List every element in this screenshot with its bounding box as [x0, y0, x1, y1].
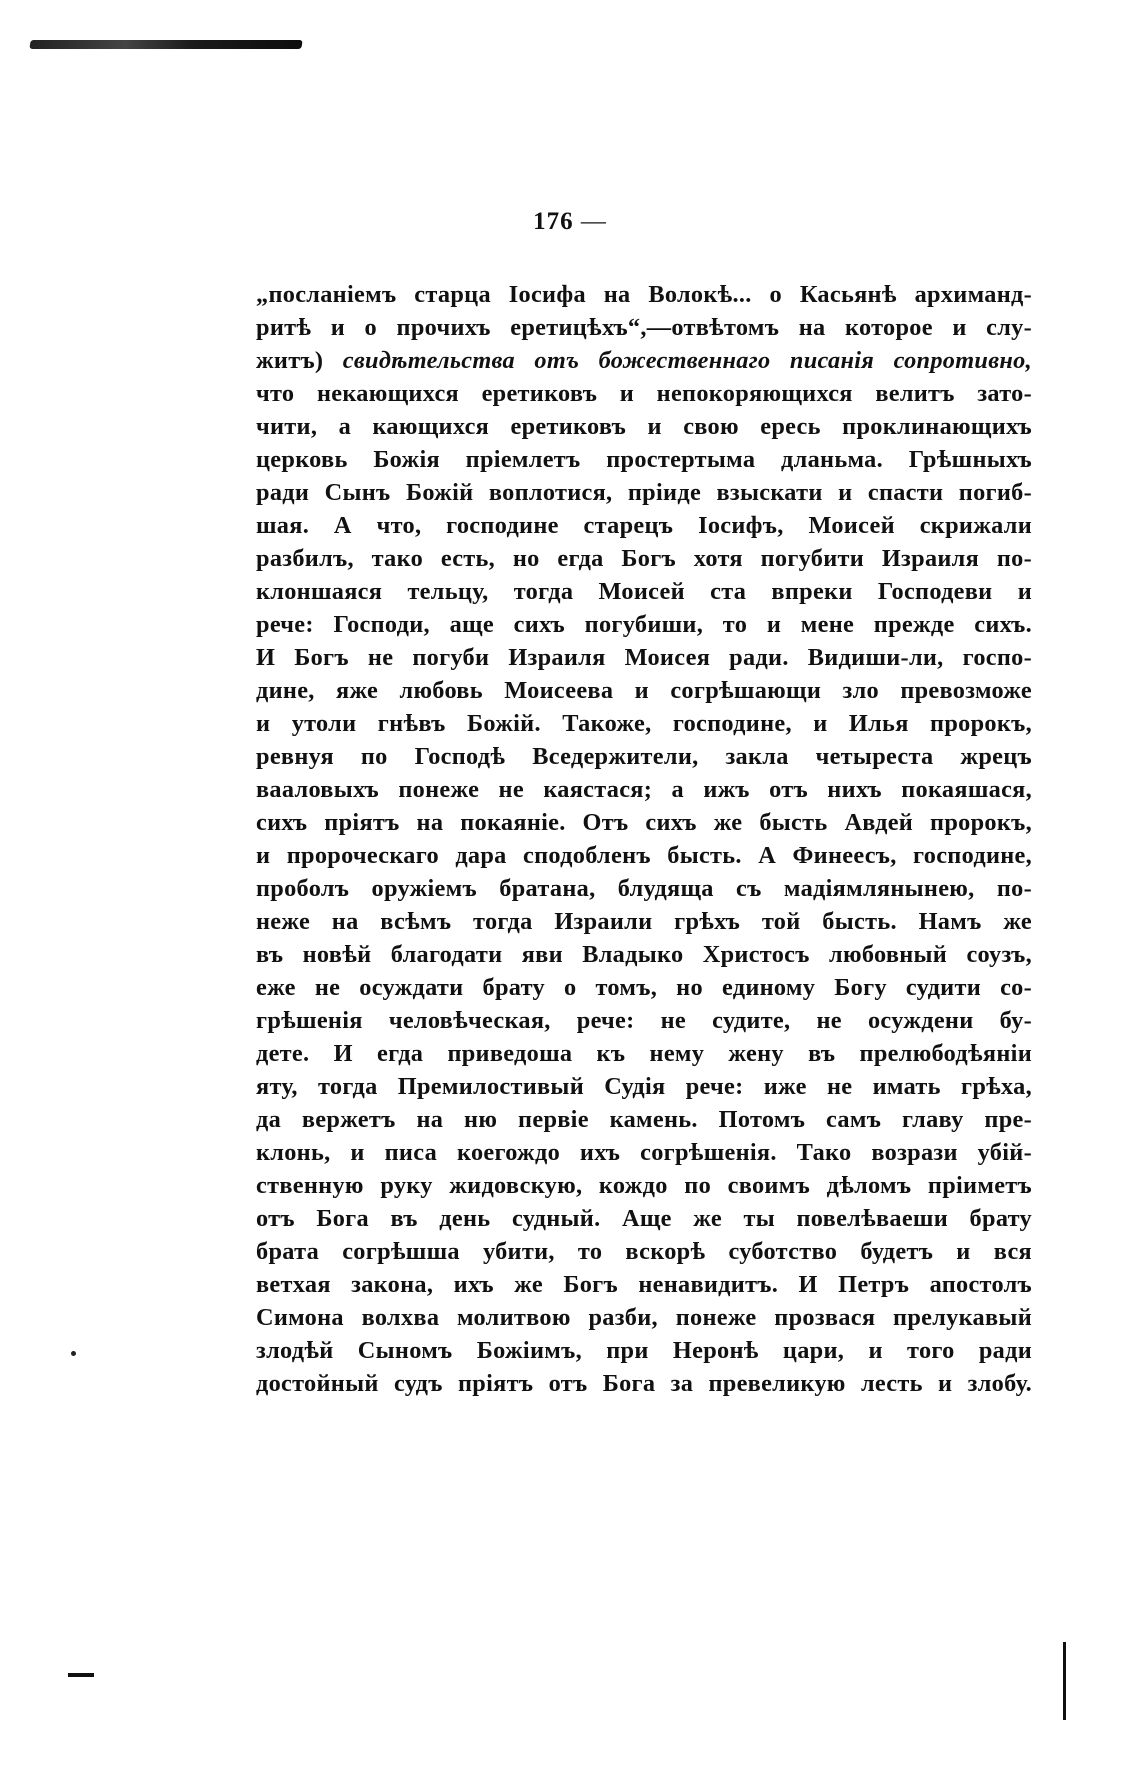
text-line: ственную руку жидовскую, кождо по своимъ дѣломъ пріиметъ — [256, 1172, 1032, 1199]
text-line: брата согрѣшша убити, то вскорѣ суботство будетъ и вся — [256, 1238, 1032, 1265]
text-line: ради Сынъ Божій воплотися, пріиде взыскати и спасти погиб- — [256, 479, 1032, 506]
text-line: рече: Господи, аще сихъ погубиши, то и мене прежде сихъ. — [256, 611, 1032, 638]
text-line: еже не осуждати брату о томъ, но единому Богу судити со- — [256, 974, 1032, 1001]
text-line: дете. И егда приведоша къ нему жену въ прелюбодѣяніи — [256, 1040, 1032, 1067]
text-line: ревнуя по Господѣ Вседержители, закла четыреста жрецъ — [256, 743, 1032, 770]
scan-artifact-right — [1063, 1642, 1066, 1720]
text-line-italic — [256, 344, 1032, 377]
text-line: грѣшенія человѣческая, рече: не судите, не осуждени бу- — [256, 1007, 1032, 1034]
text-line: яту, тогда Премилостивый Судія рече: иже не имать грѣха, — [256, 1073, 1032, 1100]
page-header — [0, 208, 1140, 236]
text-line-start: житъ) — [256, 347, 343, 374]
text-line: шая. А что, господине старецъ Іосифъ, Моисей скрижали — [256, 512, 1032, 539]
text-line: да вержетъ на ню первіе камень. Потомъ самъ главу пре- — [256, 1106, 1032, 1133]
text-line: И Богъ не погуби Израиля Моисея ради. Видиши-ли, госпо- — [256, 644, 1032, 671]
text-line: неже на всѣмъ тогда Израили грѣхъ той бысть. Намъ же — [256, 908, 1032, 935]
text-line: вааловыхъ понеже не каястася; а ижъ отъ нихъ покаяшася, — [256, 776, 1032, 803]
text-line-last: достойный судъ пріятъ отъ Бога за превеликую лесть и злобу. — [256, 1370, 1032, 1397]
text-line: отъ Бога въ день судный. Аще же ты повелѣваеши брату — [256, 1205, 1032, 1232]
scan-artifact-top — [29, 40, 302, 49]
text-line: и утоли гнѣвъ Божій. Такоже, господине, и Илья пророкъ, — [256, 710, 1032, 737]
text-line: чити, а кающихся еретиковъ и свою ересь проклинающихъ — [256, 413, 1032, 440]
scan-artifact-dot — [71, 1351, 76, 1356]
text-line: и пророческаго дара сподобленъ бысть. А Финеесъ, господине, — [256, 842, 1032, 869]
scan-artifact-bottom — [68, 1673, 94, 1677]
text-line: разбилъ, тако есть, но егда Богъ хотя погубити Израиля по- — [256, 545, 1032, 572]
text-line: злодѣй Сыномъ Божіимъ, при Неронѣ цари, и того ради — [256, 1337, 1032, 1364]
text-line: дине, яже любовь Моисеева и согрѣшающи зло превозможе — [256, 677, 1032, 704]
text-line: Симона волхва молитвою разби, понеже прозвася прелукавый — [256, 1304, 1032, 1331]
text-line: проболъ оружіемъ братана, блудяща съ мадіямлянынею, по- — [256, 875, 1032, 902]
text-line: ветхая закона, ихъ же Богъ ненавидитъ. И Петръ апостолъ — [256, 1271, 1032, 1298]
italic-phrase: свидѣтельства отъ божественнаго писанія сопротивно, — [342, 347, 1033, 374]
text-line: клонь, и писа коегождо ихъ согрѣшенія. Тако возрази убій- — [256, 1139, 1032, 1166]
text-line: клоншаяся тельцу, тогда Моисей ста впреки Господеви и — [256, 578, 1032, 605]
page-header-dash: — — [580, 208, 607, 235]
text-line: „посланіемъ старца Іосифа на Волокѣ... о Касьянѣ архиманд- — [256, 281, 1032, 308]
text-line: что некающихся еретиковъ и непокоряющихся велитъ зато- — [256, 380, 1032, 407]
page-number: 176 — [533, 208, 574, 235]
text-line: церковь Божія пріемлетъ простертыма дланьма. Грѣшныхъ — [256, 446, 1032, 473]
text-line: въ новѣй благодати яви Владыко Христосъ любовный соузъ, — [256, 941, 1032, 968]
text-line: сихъ пріятъ на покаяніе. Отъ сихъ же бысть Авдей пророкъ, — [256, 809, 1032, 836]
text-line: ритѣ и о прочихъ еретицѣхъ“,—отвѣтомъ на которое и слу- — [256, 314, 1032, 341]
body-text — [256, 278, 1032, 1400]
